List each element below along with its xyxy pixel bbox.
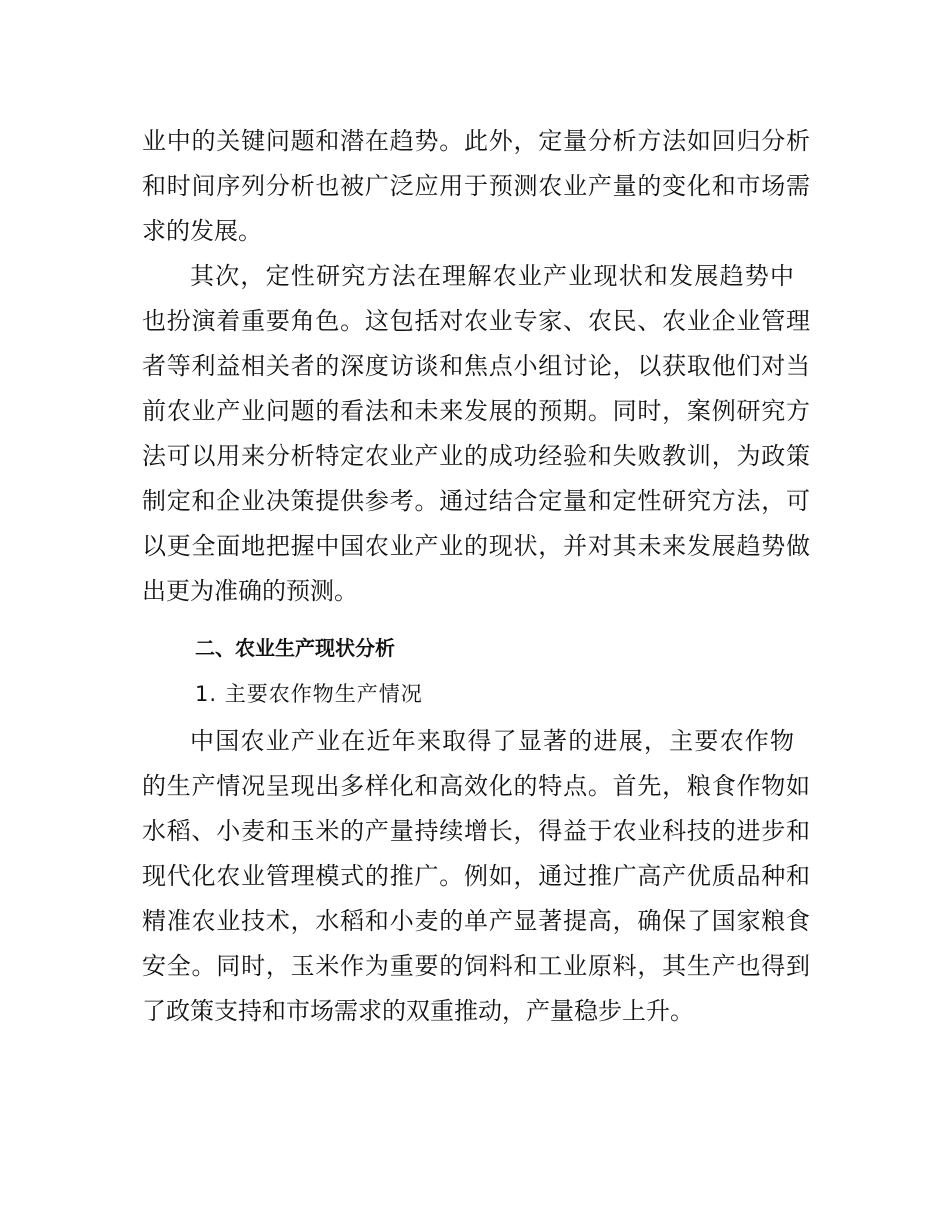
text-line: 了政策支持和市场需求的双重推动，产量稳步上升。 — [142, 997, 694, 1025]
text-line: 业中的关键问题和潜在趋势。此外，定量分析方法如回归分析 — [142, 127, 810, 155]
text-line: 水稻、小麦和玉米的产量持续增长，得益于农业科技的进步和 — [142, 817, 810, 845]
text-line: 法可以用来分析特定农业产业的成功经验和失败教训，为政策 — [142, 442, 810, 470]
text-line: 安全。同时，玉米作为重要的饲料和工业原料，其生产也得到 — [142, 952, 810, 980]
text-line: 和时间序列分析也被广泛应用于预测农业产量的变化和市场需 — [142, 172, 810, 200]
text-line: 现代化农业管理模式的推广。例如，通过推广高产优质品种和 — [142, 862, 810, 890]
text-line: 出更为准确的预测。 — [142, 577, 358, 605]
text-line: 精准农业技术，水稻和小麦的单产显著提高，确保了国家粮食 — [142, 907, 810, 935]
section-heading: 二、农业生产现状分析 — [195, 636, 395, 660]
subsection-heading: 1. 主要农作物生产情况 — [195, 682, 423, 706]
text-line: 以更全面地把握中国农业产业的现状，并对其未来发展趋势做 — [142, 532, 810, 560]
text-line: 者等利益相关者的深度访谈和焦点小组讨论，以获取他们对当 — [142, 352, 810, 380]
text-line: 也扮演着重要角色。这包括对农业专家、农民、农业企业管理 — [142, 307, 810, 335]
text-line: 的生产情况呈现出多样化和高效化的特点。首先，粮食作物如 — [142, 772, 810, 800]
text-line: 其次，定性研究方法在理解农业产业现状和发展趋势中 — [190, 262, 794, 290]
text-line: 前农业产业问题的看法和未来发展的预期。同时，案例研究方 — [142, 397, 810, 425]
text-line: 制定和企业决策提供参考。通过结合定量和定性研究方法，可 — [142, 487, 810, 515]
text-line: 中国农业产业在近年来取得了显著的进展，主要农作物 — [190, 727, 794, 755]
text-line: 求的发展。 — [142, 217, 262, 245]
